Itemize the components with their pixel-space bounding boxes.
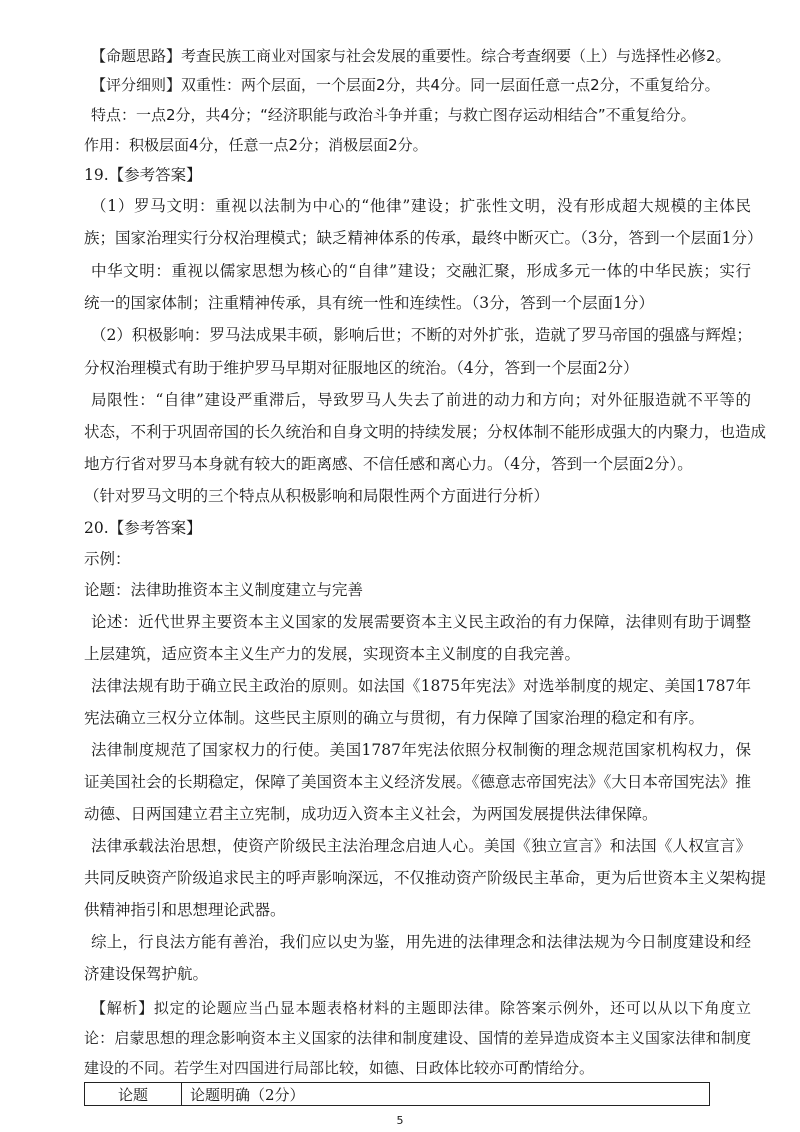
table-cell-topic: 论题 [85, 1083, 182, 1106]
text-line: 特点：一点2分，共4分；“经济职能与政治斗争并重；与救亡图存运动相结合”不重复给分。 [91, 106, 696, 124]
text-line: 20.【参考答案】 [84, 519, 202, 537]
text-line: 中华文明：重视以儒家思想为核心的“自律”建设；交融汇聚，形成多元一体的中华民族；实行 [91, 262, 751, 280]
text-line: 19.【参考答案】 [84, 166, 202, 184]
text-line: 论：启蒙思想的理念影响资本主义国家的法律和制度建设、国情的差异造成资本主义国家法律和制度 [84, 1029, 751, 1047]
text-line: 论题：法律助推资本主义制度建立与完善 [84, 581, 364, 599]
text-line: 法律制度规范了国家权力的行使。美国1787年宪法依照分权制衡的理念规范国家机构权力，保 [91, 741, 751, 759]
text-line: 局限性：“自律”建设严重滞后，导致罗马人失去了前进的动力和方向；对外征服造就不平等的 [91, 391, 751, 409]
text-line: 法律承载法治思想，使资产阶级民主法治理念启迪人心。美国《独立宣言》和法国《人权宣言》 [91, 837, 751, 855]
text-line: 上层建筑，适应资本主义生产力的发展，实现资本主义制度的自我完善。 [84, 645, 581, 663]
text-line: 地方行省对罗马本身就有较大的距离感、不信任感和离心力。（4分，答到一个层面2分）。 [84, 455, 693, 473]
text-line: 证美国社会的长期稳定，保障了美国资本主义经济发展。《德意志帝国宪法》《大日本帝国宪法》推 [84, 773, 751, 791]
text-line: （2）积极影响：罗马法成果丰硕，影响后世；不断的对外扩张，造就了罗马帝国的强盛与辉煌； [91, 326, 752, 344]
text-line: 状态，不利于巩固帝国的长久统治和自身文明的持续发展；分权体制不能形成强大的内聚力，也造成 [84, 423, 767, 441]
table-row [85, 1083, 710, 1106]
text-line: 【解析】拟定的论题应当凸显本题表格材料的主题即法律。除答案示例外，还可以从以下角度立 [91, 999, 751, 1017]
text-line: 法律法规有助于确立民主政治的原则。如法国《1875年宪法》对选举制度的规定、美国1787年 [91, 677, 751, 695]
text-line: 族；国家治理实行分权治理模式；缺乏精神体系的传承，最终中断灭亡。（3分，答到一个层面1分） [84, 229, 763, 247]
text-line: 宪法确立三权分立体制。这些民主原则的确立与贯彻，有力保障了国家治理的稳定和有序。 [84, 709, 705, 727]
text-line: （1）罗马文明：重视以法制为中心的“他律”建设；扩张性文明，没有形成超大规模的主体民 [91, 197, 751, 215]
table-cell-criterion: 论题明确（2分） [182, 1083, 710, 1106]
text-line: 作用：积极层面4分，任意一点2分；消极层面2分。 [84, 136, 428, 154]
text-line: 济建设保驾护航。 [84, 965, 209, 983]
text-line: 分权治理模式有助于维护罗马早期对征服地区的统治。（4分，答到一个层面2分） [84, 359, 639, 377]
text-line: （针对罗马文明的三个特点从积极影响和局限性两个方面进行分析） [84, 487, 550, 505]
page-number: 5 [396, 1114, 404, 1127]
text-line: 论述：近代世界主要资本主义国家的发展需要资本主义民主政治的有力保障，法律则有助于调整 [91, 613, 751, 631]
text-line: 建设的不同。若学生对四国进行局部比较，如德、日政体比较亦可酌情给分。 [84, 1059, 595, 1077]
scoring-table [84, 1082, 710, 1106]
text-line: 综上，行良法方能有善治，我们应以史为鉴，用先进的法律理念和法律法规为今日制度建设和经 [91, 933, 751, 951]
text-line: 共同反映资产阶级追求民主的呼声影响深远，不仅推动资产阶级民主革命，更为后世资本主义架构提 [84, 869, 767, 887]
text-line: 示例： [84, 550, 131, 568]
text-line: 【评分细则】双重性：两个层面，一个层面2分，共4分。同一层面任意一点2分，不重复给分。 [91, 76, 720, 94]
text-line: 供精神指引和思想理论武器。 [84, 901, 286, 919]
text-line: 统一的国家体制；注重精神传承，具有统一性和连续性。（3分，答到一个层面1分） [84, 294, 654, 312]
text-line: 动德、日两国建立君主立宪制，成功迈入资本主义社会，为两国发展提供法律保障。 [84, 805, 658, 823]
text-line: 【命题思路】考查民族工商业对国家与社会发展的重要性。综合考查纲要（上）与选择性必修2。 [91, 47, 731, 65]
